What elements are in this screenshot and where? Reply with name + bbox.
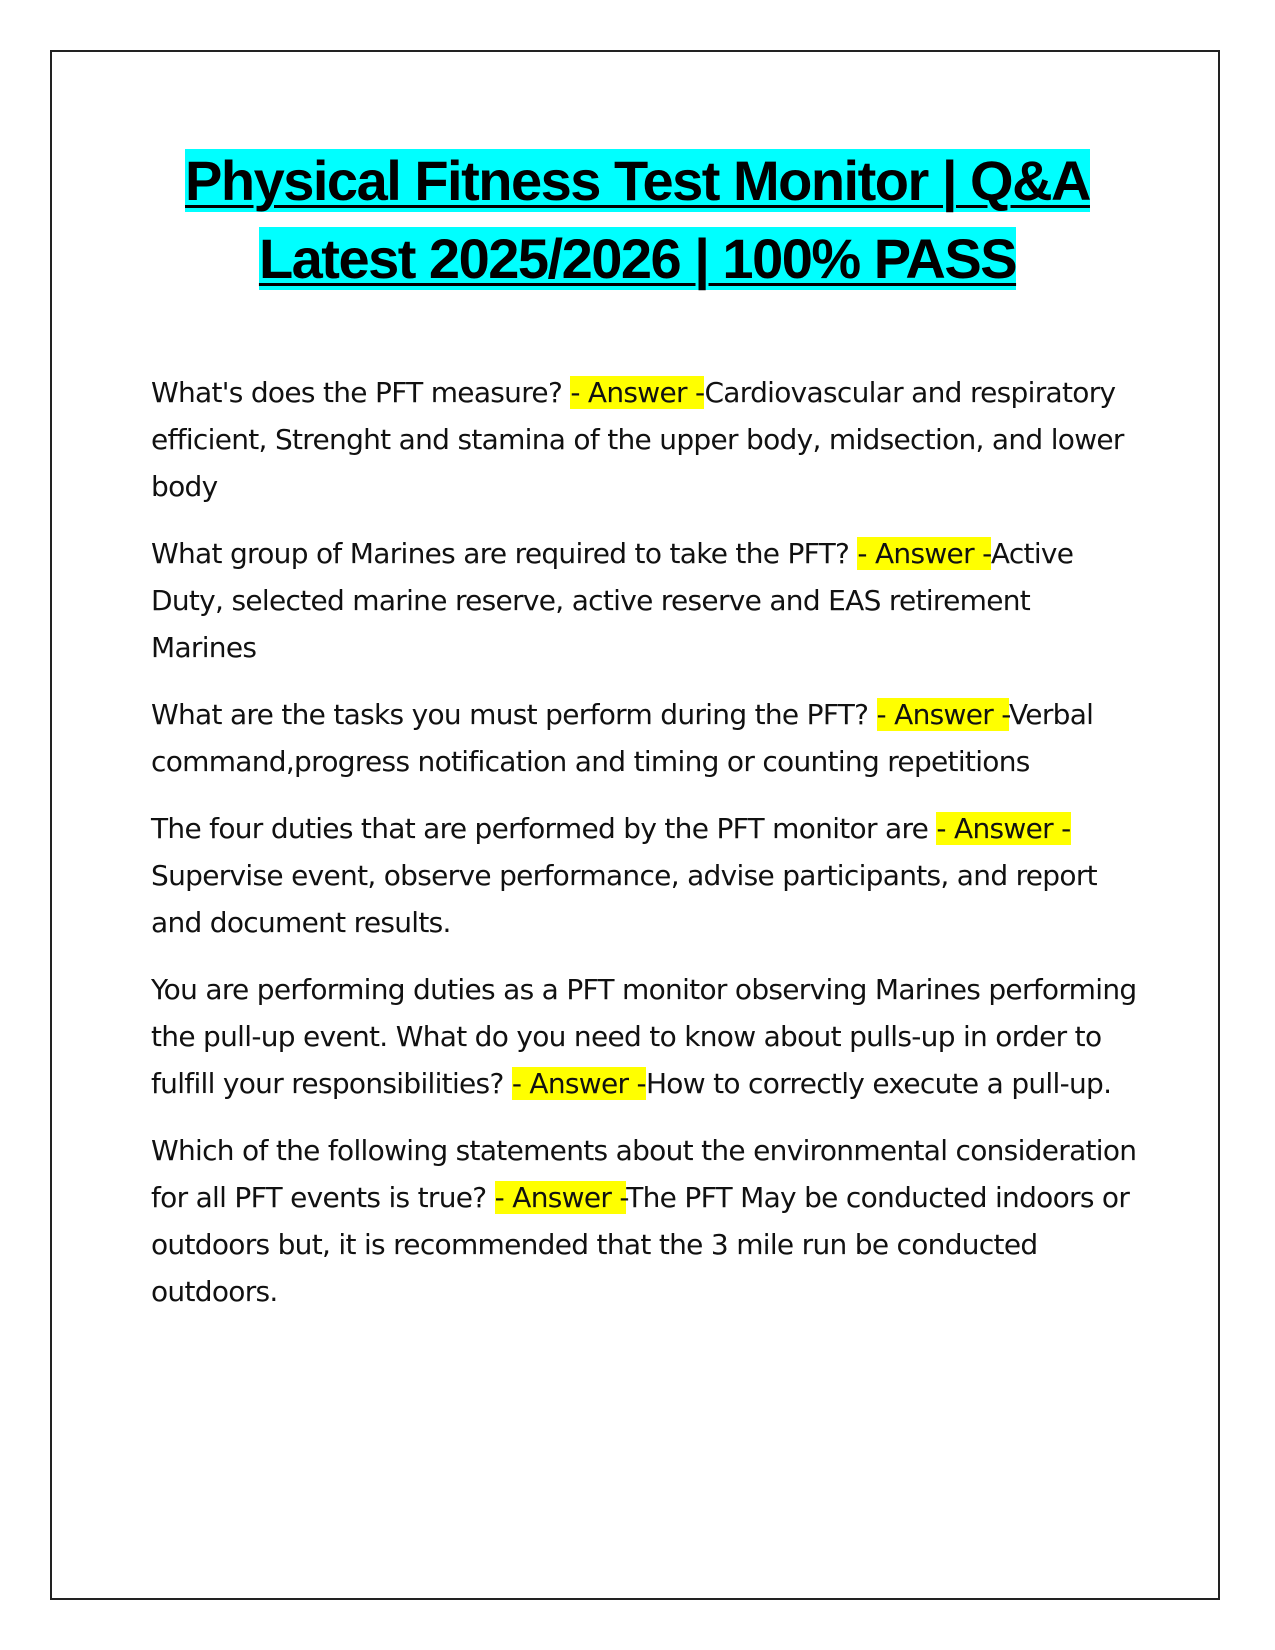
- qa-item: [151, 805, 1141, 946]
- qa-item: [151, 369, 1141, 510]
- answer-marker: - Answer -: [494, 1181, 627, 1214]
- qa-item: [151, 691, 1141, 785]
- answer-text: Active Duty, selected marine reserve, active reserve and EAS retirement Marines: [151, 537, 1074, 664]
- qa-item: [151, 966, 1141, 1107]
- answer-text: The PFT May be conducted indoors or outdoors but, it is recommended that the 3 mile run be conducted outdoors.: [151, 1181, 1130, 1308]
- title-line-1: Physical Fitness Test Monitor | Q&A: [185, 149, 1090, 212]
- question-text: You are performing duties as a PFT monitor observing Marines performing the pull-up event. What do you need to know about pulls-up in order to fulfill your responsibilities?: [151, 973, 1137, 1100]
- answer-text: Cardiovascular and respiratory efficient, Strenght and stamina of the upper body, midsection, and lower body: [151, 376, 1124, 503]
- question-text: What group of Marines are required to take the PFT?: [151, 537, 858, 570]
- question-text: What's does the PFT measure?: [151, 376, 571, 409]
- answer-marker: - Answer -: [876, 698, 1010, 731]
- answer-marker: - Answer -: [570, 376, 705, 409]
- answer-marker: - Answer -: [857, 537, 991, 570]
- question-text: What are the tasks you must perform during the PFT?: [151, 698, 877, 731]
- document-title: [80, 142, 1195, 298]
- answer-marker: - Answer -: [511, 1067, 646, 1100]
- title-line-2: Latest 2025/2026 | 100% PASS: [258, 227, 1017, 290]
- qa-item: [151, 1127, 1141, 1315]
- qa-list: [151, 369, 1141, 1335]
- qa-item: [151, 530, 1141, 671]
- answer-marker: - Answer -: [936, 812, 1071, 845]
- question-text: The four duties that are performed by the PFT monitor are: [151, 812, 937, 845]
- answer-text: How to correctly execute a pull-up.: [645, 1067, 1112, 1100]
- answer-text: Verbal command,progress notification and timing or counting repetitions: [151, 698, 1094, 778]
- question-text: Which of the following statements about the environmental consideration for all PFT events is true?: [151, 1134, 1137, 1214]
- answer-text: Supervise event, observe performance, advise participants, and report and document results.: [151, 859, 1097, 939]
